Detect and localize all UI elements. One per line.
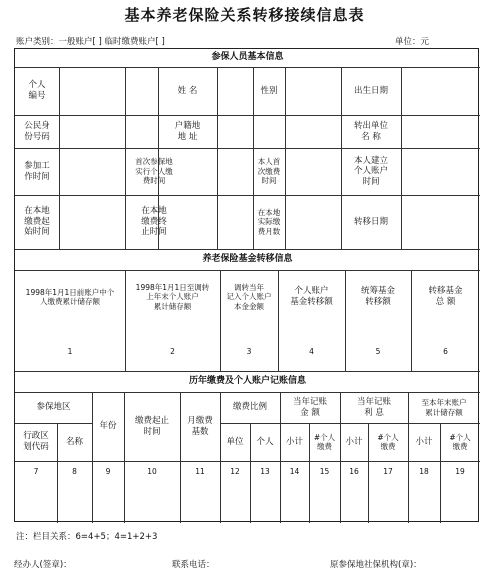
column-relation-note: 注：栏目关系：6=4+5；4=1+2+3 <box>16 532 158 542</box>
personal-no-label: 个人 编号 <box>28 80 46 101</box>
transfer-info-form <box>14 48 479 522</box>
year-interest-header: 当年记账 利 息 <box>356 396 391 418</box>
row-divider <box>15 461 480 462</box>
col-number: 11 <box>195 467 205 477</box>
local-start-label: 在本地 缴费起 始时间 <box>24 206 50 238</box>
amount-personal-pay-header: #个人 缴费 <box>313 432 336 451</box>
birth-date-label: 出生日期 <box>353 85 388 96</box>
col-number: 12 <box>230 467 240 477</box>
col-number: 9 <box>105 467 111 477</box>
fund-col-number: 4 <box>309 347 314 357</box>
actual-months-label: 在本地 实际缴 费月数 <box>257 207 281 236</box>
fund-col-label: 1998年1月1日前账户中个 人缴费累计储存额 <box>25 287 115 306</box>
amount-subtotal-header: 小计 <box>285 436 303 447</box>
row-divider <box>15 67 480 68</box>
first-insured-time-label: 首次参保地 实行个人缴 费时间 <box>135 157 173 186</box>
transfer-out-unit-label: 转出单位 名 称 <box>353 120 388 142</box>
fund-col-label: 转移基金 总 额 <box>428 286 463 307</box>
account-type-line: 账户类别：一般账户[ ] 临时缴费账户[ ] <box>16 37 165 47</box>
interest-subtotal-header: 小计 <box>345 436 363 447</box>
year-header: 年份 <box>99 421 117 432</box>
total-subtotal-header: 小计 <box>415 436 433 447</box>
first-payment-time-label: 本人首 次缴费 时间 <box>257 157 281 186</box>
admin-code-header: 行政区 划代码 <box>23 431 49 452</box>
total-personal-pay-header: #个人 缴费 <box>449 432 471 451</box>
monthly-base-header: 月缴费 基数 <box>187 415 213 437</box>
contact-phone-label: 联系电话： <box>172 560 215 570</box>
fund-col-number: 5 <box>375 347 381 357</box>
col-number: 19 <box>455 467 465 477</box>
col-number: 10 <box>147 467 157 477</box>
pay-period-header: 缴费起止 时间 <box>134 415 169 437</box>
col-divider <box>401 67 402 249</box>
col-divider <box>285 67 286 249</box>
col-number: 15 <box>319 467 330 477</box>
gender-label: 性别 <box>260 85 278 96</box>
personal-ratio-header: 个人 <box>256 436 274 447</box>
fund-col-number: 1 <box>67 347 73 357</box>
unit-ratio-header: 单位 <box>226 436 244 447</box>
fund-col-number: 6 <box>443 347 448 357</box>
unit-label: 单位：元 <box>394 37 429 47</box>
year-end-total-header: 至本年末账户 累计储存额 <box>421 398 467 417</box>
transfer-date-label: 转移日期 <box>353 216 388 227</box>
local-end-label: 在本地 缴费终 止时间 <box>141 206 167 238</box>
insured-area-header: 参保地区 <box>36 402 71 413</box>
col-divider <box>59 67 60 249</box>
id-number-label: 公民身 份号码 <box>24 120 50 142</box>
col-number: 18 <box>419 467 429 477</box>
account-setup-time-label: 本人建立 个人账户 时间 <box>353 155 388 187</box>
original-agency-seal-label: 原参保地社保机构(章)： <box>330 560 422 570</box>
col-number: 16 <box>349 467 359 477</box>
section-title-basic-info: 参保人员基本信息 <box>211 52 284 63</box>
interest-personal-pay-header: #个人 缴费 <box>377 432 399 451</box>
fund-col-label: 调转当年 记入个人账户 本金金额 <box>226 282 272 311</box>
fund-col-label: 1998年1月1日至调转 上年末个人账户 累计储存额 <box>135 282 210 311</box>
row-divider <box>15 115 480 116</box>
fund-col-number: 3 <box>246 347 252 357</box>
row-divider <box>15 195 480 196</box>
section-title-fund-transfer: 养老保险基金转移信息 <box>202 253 293 264</box>
col-number: 13 <box>260 467 270 477</box>
handler-signature-label: 经办人(签章)： <box>14 560 72 570</box>
fund-col-label: 统筹基金 转移额 <box>360 286 395 307</box>
fund-col-label: 个人账户 基金转移额 <box>290 286 333 307</box>
year-amount-header: 当年记账 金 额 <box>292 396 327 418</box>
area-name-header: 名称 <box>65 436 83 447</box>
section-title-payment-history: 历年缴费及个人账户记账信息 <box>188 375 306 386</box>
form-title: 基本养老保险关系转移接续信息表 <box>124 6 365 24</box>
row-divider <box>15 148 480 149</box>
col-number: 7 <box>33 467 39 477</box>
col-number: 8 <box>72 467 77 477</box>
work-start-label: 参加工 作时间 <box>24 160 50 182</box>
col-divider <box>217 67 218 249</box>
pay-ratio-header: 缴费比例 <box>232 402 267 413</box>
fund-col-number: 2 <box>170 347 175 357</box>
col-number: 17 <box>383 467 393 477</box>
hukou-address-label: 户籍地 地 址 <box>174 120 201 142</box>
name-label: 姓 名 <box>177 85 198 96</box>
col-number: 14 <box>289 467 300 477</box>
